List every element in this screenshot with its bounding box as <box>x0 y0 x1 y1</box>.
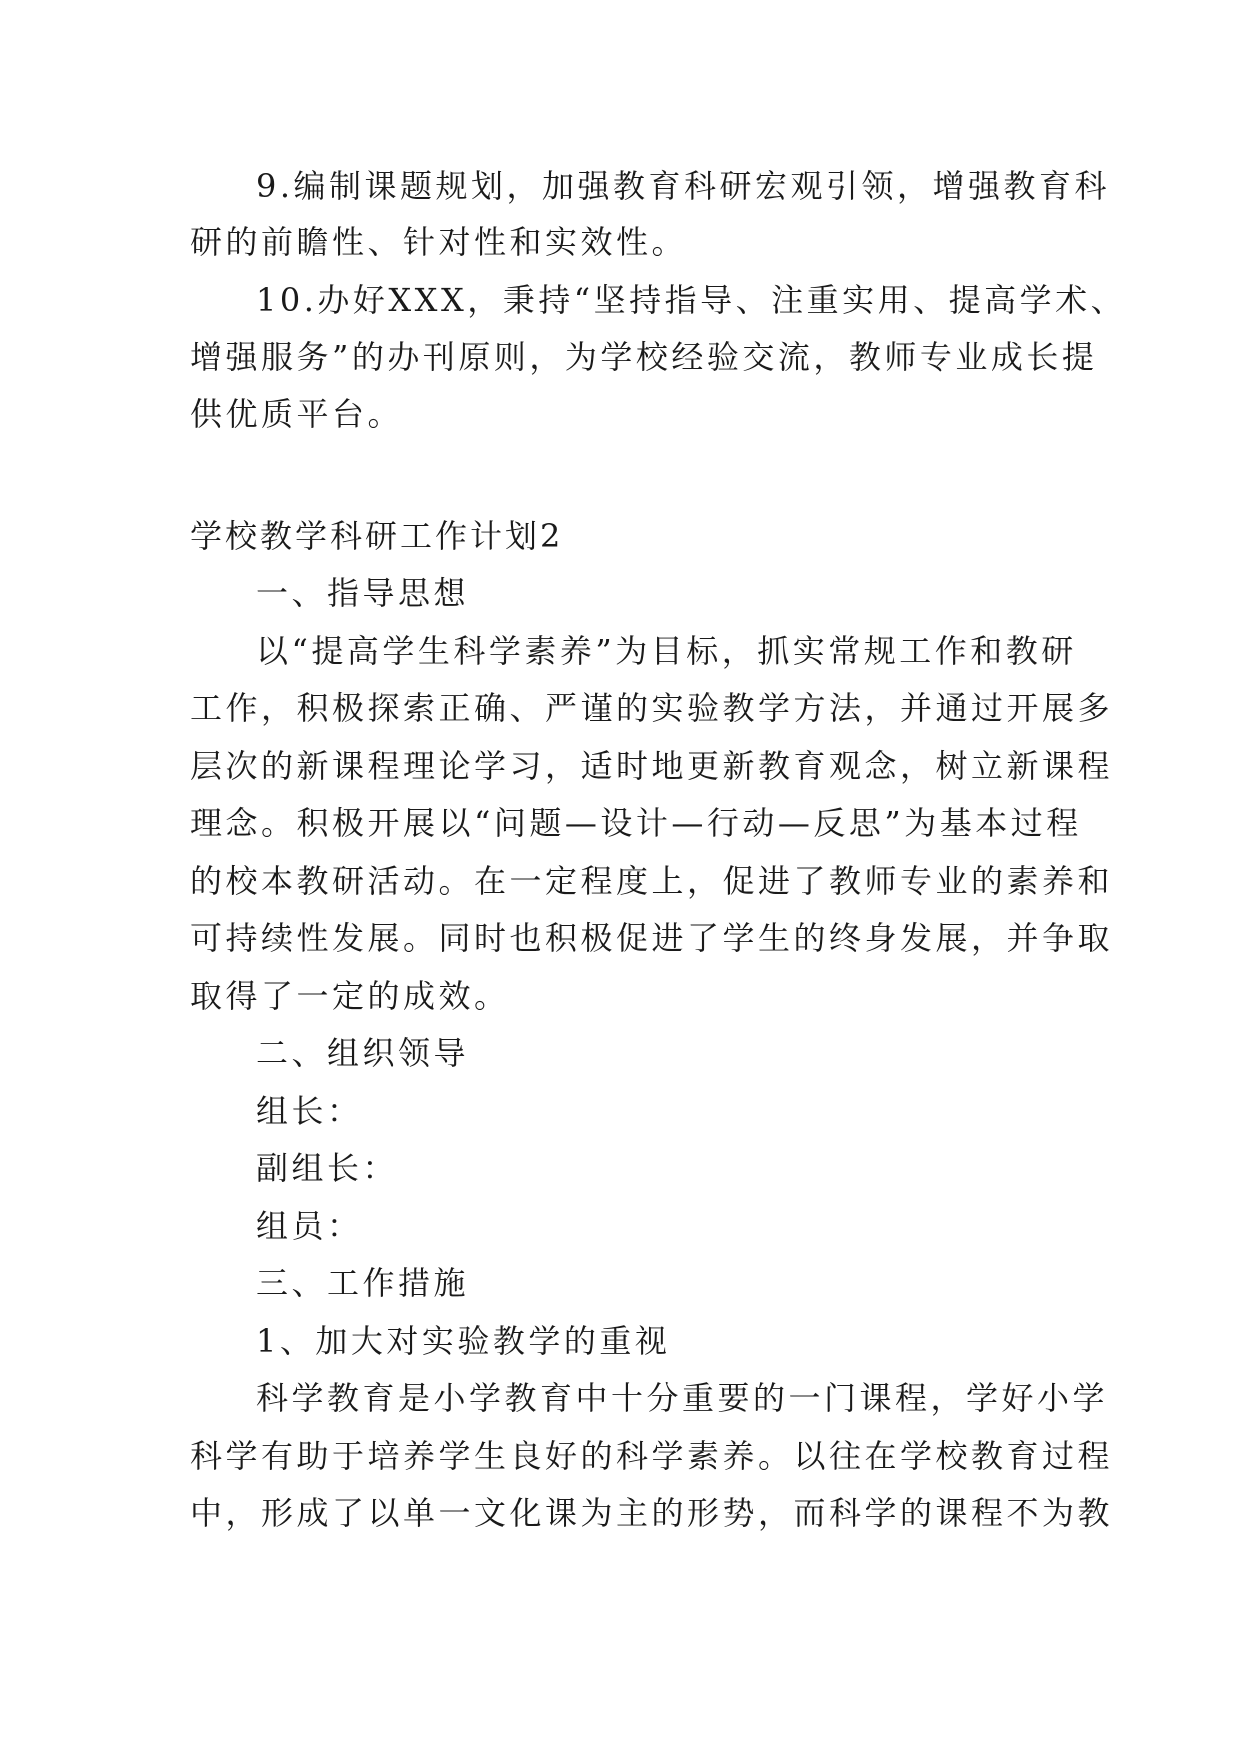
guiding-thought-line-5: 的校本教研活动。在一定程度上，促进了教师专业的素养和 <box>190 862 1114 900</box>
guiding-thought-line-4: 理念。积极开展以“问题—设计—行动—反思”为基本过程 <box>190 804 1082 842</box>
guiding-thought-line-1: 以“提高学生科学素养”为目标，抓实常规工作和教研 <box>256 632 1077 670</box>
measure-1-title: 1、加大对实验教学的重视 <box>256 1322 671 1360</box>
deputy-team-leader: 副组长： <box>256 1149 399 1187</box>
paragraph-10-line-3: 供优质平台。 <box>190 395 404 433</box>
measure-1-line-2: 科学有助于培养学生良好的科学素养。以往在学校教育过程 <box>190 1437 1114 1475</box>
team-leader: 组长： <box>256 1092 363 1130</box>
paragraph-9-line-1: 9.编制课题规划，加强教育科研宏观引领，增强教育科 <box>256 167 1111 205</box>
heading-work-measures: 三、工作措施 <box>256 1264 470 1302</box>
paragraph-10-line-2: 增强服务”的办刊原则，为学校经验交流，教师专业成长提 <box>190 338 1098 376</box>
team-members: 组员： <box>256 1207 363 1245</box>
measure-1-line-3: 中，形成了以单一文化课为主的形势，而科学的课程不为教 <box>190 1494 1114 1532</box>
guiding-thought-line-7: 取得了一定的成效。 <box>190 977 510 1015</box>
paragraph-9-line-2: 研的前瞻性、针对性和实效性。 <box>190 223 688 261</box>
guiding-thought-line-3: 层次的新课程理论学习，适时地更新教育观念，树立新课程 <box>190 747 1114 785</box>
guiding-thought-line-2: 工作，积极探索正确、严谨的实验教学方法，并通过开展多 <box>190 689 1114 727</box>
measure-1-line-1: 科学教育是小学教育中十分重要的一门课程，学好小学 <box>256 1379 1109 1417</box>
heading-guiding-thought: 一、指导思想 <box>256 574 470 612</box>
guiding-thought-line-6: 可持续性发展。同时也积极促进了学生的终身发展，并争取 <box>190 919 1114 957</box>
heading-organization: 二、组织领导 <box>256 1034 470 1072</box>
paragraph-10-line-1: 10.办好XXX，秉持“坚持指导、注重实用、提高学术、 <box>256 281 1127 319</box>
section-title: 学校教学科研工作计划2 <box>190 517 564 555</box>
